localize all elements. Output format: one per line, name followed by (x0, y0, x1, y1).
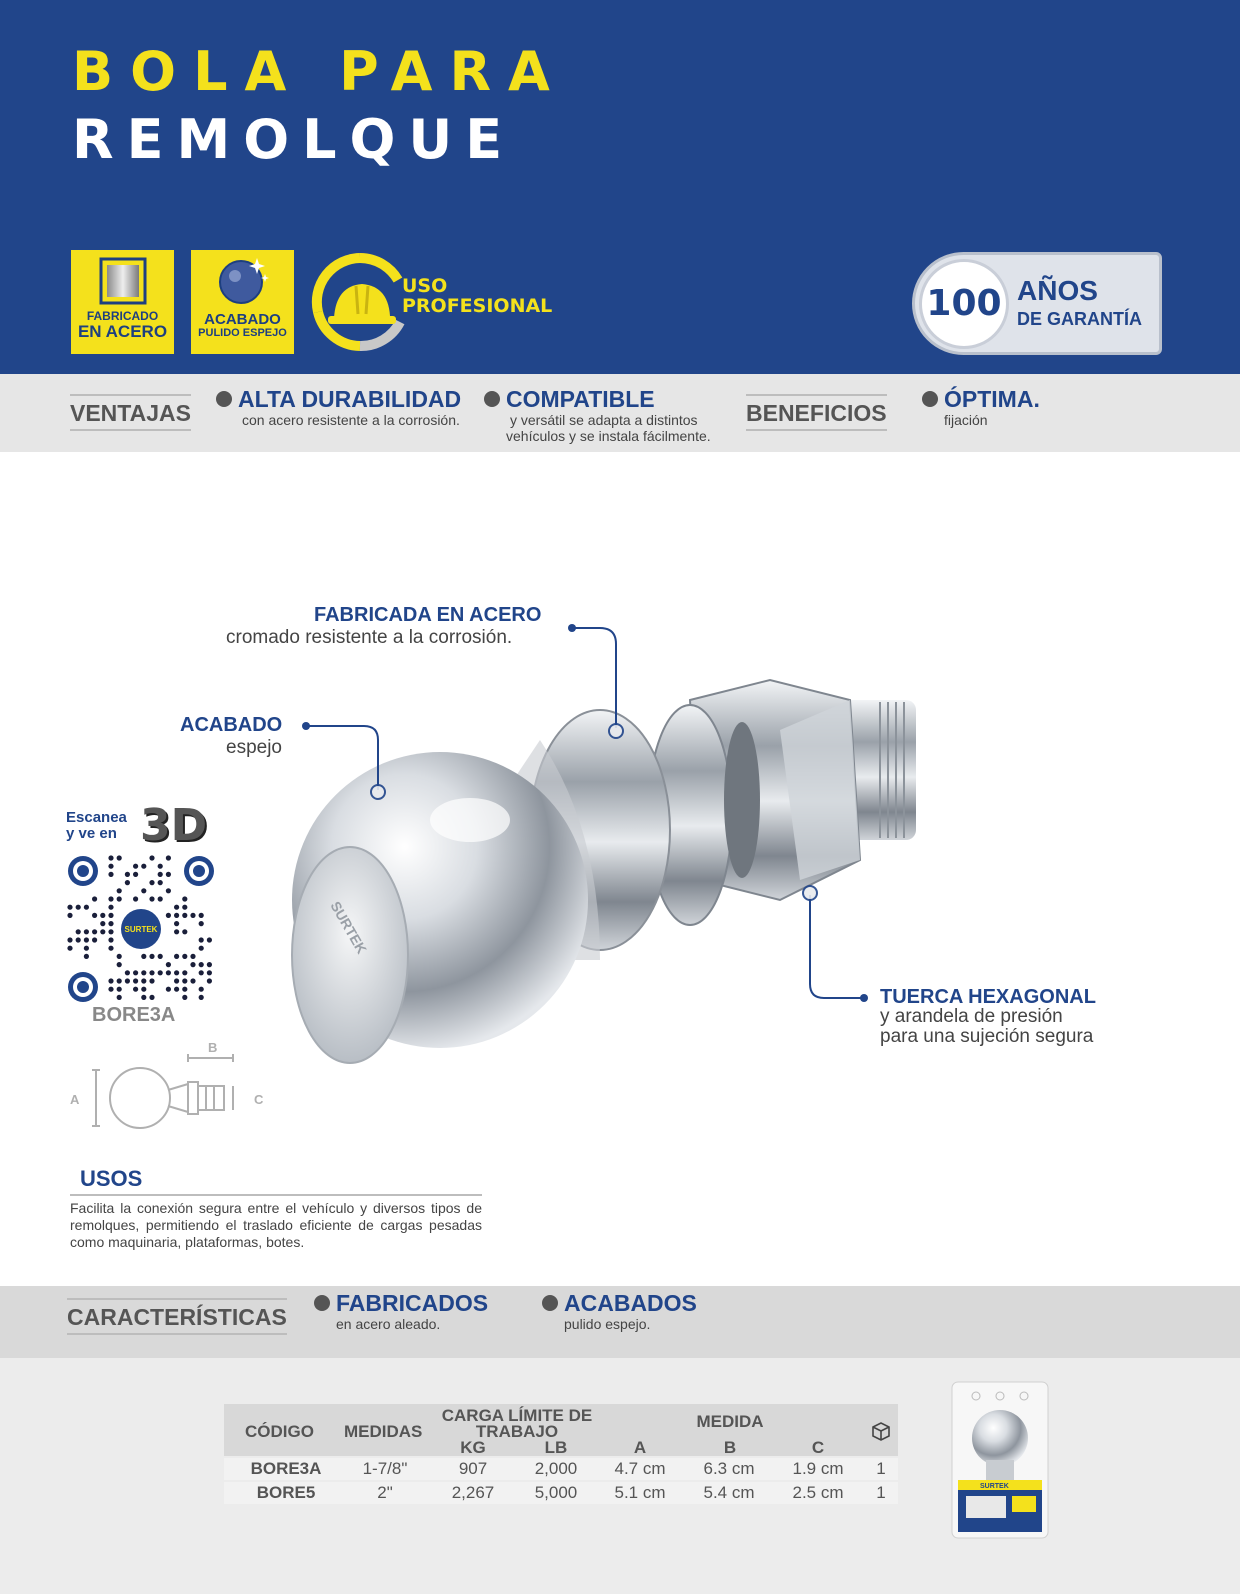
ventaja-heading: COMPATIBLE (506, 386, 655, 412)
caracteristicas-title: CARACTERÍSTICAS (67, 1304, 287, 1335)
badge-steel-line2: EN ACERO (77, 322, 168, 341)
usos-title: USOS (80, 1166, 143, 1191)
usos-divider (70, 1194, 482, 1196)
qr-title (66, 810, 127, 842)
row1-qty: 1 (876, 1459, 886, 1478)
dim-label-a: A (70, 1092, 80, 1107)
badge-finish-line2: PULIDO ESPEJO (198, 327, 287, 339)
row1-kg: 907 (458, 1459, 488, 1478)
row2-a: 5.1 cm (614, 1483, 666, 1502)
bullet-dot (314, 1295, 330, 1311)
uso-line1: USO (402, 275, 448, 297)
ventaja-text: con acero resistente a la corrosión. (242, 412, 460, 428)
row1-c: 1.9 cm (792, 1459, 844, 1478)
th-carga-1: CARGA LÍMITE DE (441, 1406, 593, 1425)
callout-acero-heading: FABRICADA EN ACERO (314, 604, 542, 626)
th-medida: MEDIDA (696, 1412, 764, 1431)
ventajas-title: VENTAJAS (70, 400, 191, 431)
th-medidas: MEDIDAS (344, 1422, 423, 1441)
caracteristica-heading: ACABADOS (564, 1290, 697, 1316)
th-codigo: CÓDIGO (245, 1422, 314, 1441)
usos-text: Facilita la conexión segura entre el vehículo y diversos tipos de remolques, permitiendo el traslado eficiente de cargas pesadas como maquinaria, plataformas, botes. (70, 1200, 482, 1250)
warranty-line2: DE GARANTÍA (1017, 309, 1142, 329)
row1-codigo: BORE3A (250, 1459, 322, 1478)
qr-product-code: BORE3A (92, 1004, 176, 1026)
callout-tuerca-heading: TUERCA HEXAGONAL (880, 986, 1096, 1008)
callout-tuerca-text-1: y arandela de presión (880, 1006, 1063, 1027)
callout-acabado-heading: ACABADO (180, 714, 283, 736)
bullet-dot (542, 1295, 558, 1311)
row1-b: 6.3 cm (703, 1459, 755, 1478)
th-lb: LB (544, 1438, 568, 1457)
row2-c: 2.5 cm (792, 1483, 844, 1502)
th-b: B (723, 1438, 737, 1457)
caracteristica-text: pulido espejo. (564, 1316, 651, 1332)
box-icon (870, 1420, 892, 1442)
badge-steel-line1: FABRICADO (86, 309, 159, 323)
callout-acabado-text: espejo (226, 737, 282, 758)
row2-b: 5.4 cm (703, 1483, 755, 1502)
warranty-line1: AÑOS (1017, 275, 1098, 306)
qr-code[interactable] (66, 854, 216, 1004)
beneficio-text: fijación (944, 412, 988, 428)
row2-codigo: BORE5 (256, 1483, 316, 1502)
row1-a: 4.7 cm (614, 1459, 666, 1478)
dimension-diagram (68, 1040, 278, 1130)
dim-label-c: C (254, 1092, 264, 1107)
row2-lb: 5,000 (534, 1483, 578, 1502)
row2-medidas: 2" (377, 1483, 393, 1502)
warranty-number: 100 (919, 259, 1009, 349)
row2-qty: 1 (876, 1483, 886, 1502)
qr-line1: Escanea (66, 809, 127, 826)
row1-lb: 2,000 (534, 1459, 578, 1478)
package-image (950, 1380, 1050, 1540)
qr-logo-text: SURTEK (124, 925, 158, 934)
th-carga-2: TRABAJO (475, 1422, 559, 1441)
dim-label-b: B (208, 1040, 218, 1055)
badge-finish-line1: ACABADO (204, 311, 281, 328)
caracteristica-heading: FABRICADOS (336, 1290, 489, 1316)
title-line-1: BOLA PARA (72, 40, 567, 103)
ventaja-heading: ALTA DURABILIDAD (238, 386, 462, 412)
callout-acero-text: cromado resistente a la corrosión. (226, 627, 513, 648)
beneficio-heading: ÓPTIMA. (944, 386, 1040, 412)
beneficios-title: BENEFICIOS (746, 400, 887, 431)
badge-3d: 3D (140, 800, 208, 851)
package-brand: SURTEK (980, 1483, 1009, 1490)
row2-kg: 2,267 (451, 1483, 495, 1502)
th-a: A (633, 1438, 647, 1457)
title-line-2: REMOLQUE (72, 108, 516, 171)
th-c: C (811, 1438, 825, 1457)
ball-engraving: SURTEK (327, 898, 371, 957)
caracteristica-text: en acero aleado. (336, 1316, 441, 1332)
ventaja-text-1: y versátil se adapta a distintos (510, 412, 698, 428)
row1-medidas: 1-7/8" (362, 1459, 408, 1478)
th-kg: KG (460, 1438, 486, 1457)
callout-tuerca-text-2: para una sujeción segura (880, 1026, 1094, 1047)
ventaja-text-2: vehículos y se instala fácilmente. (506, 428, 711, 444)
qr-line2: y ve en (66, 825, 117, 842)
uso-line2: PROFESIONAL (402, 295, 553, 317)
